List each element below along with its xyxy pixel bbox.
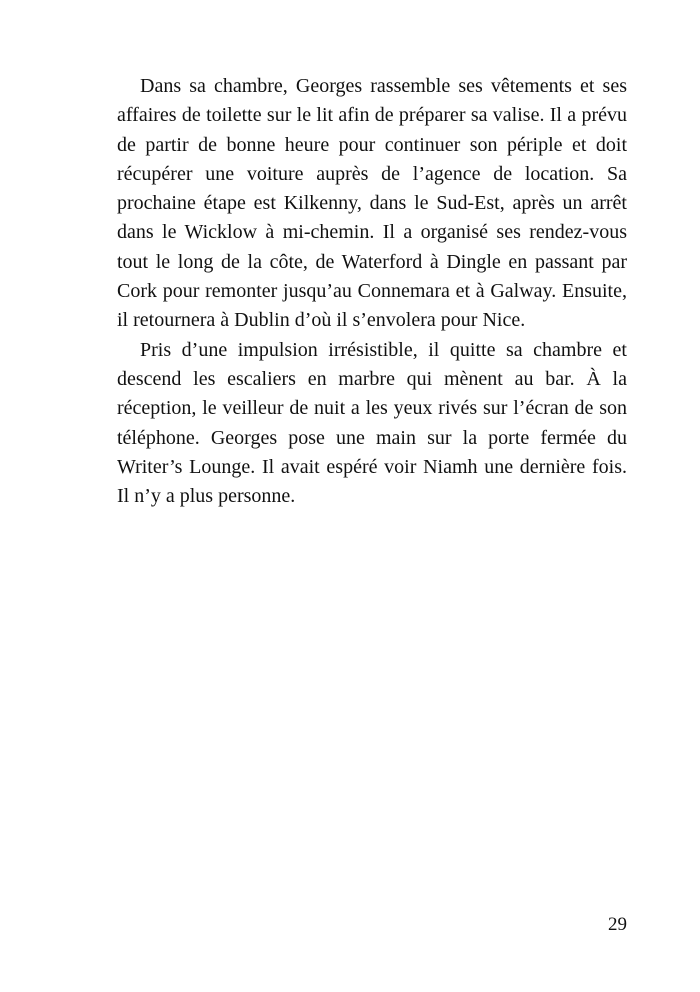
paragraph-2: Pris d’une impulsion irrésistible, il quitte sa chambre et descend les escaliers en marbre qui mènent au bar. À la réception, le veilleur de nuit a les yeux rivés sur l’écran de son téléphone. Georges pose une main sur la porte fermée du Writer’s Lounge. Il avait espéré voir Niamh une dernière fois. Il n’y a plus personne. <box>117 338 627 508</box>
body-text <box>117 72 627 511</box>
paragraph-1: Dans sa chambre, Georges rassemble ses vêtements et ses affaires de toilette sur le lit afin de préparer sa valise. Il a prévu de partir de bonne heure pour continuer son périple et doit récupérer une voiture auprès de l’agence de location. Sa prochaine étape est Kilkenny, dans le Sud-Est, après un arrêt dans le Wicklow à mi-chemin. Il a organisé ses rendez-vous tout le long de la côte, de Waterford à Dingle en passant par Cork pour remonter jusqu’au Connemara et à Galway. Ensuite, il retournera à Dublin d’où il s’envolera pour Nice. <box>117 75 627 332</box>
page-number: 29 <box>608 914 627 935</box>
